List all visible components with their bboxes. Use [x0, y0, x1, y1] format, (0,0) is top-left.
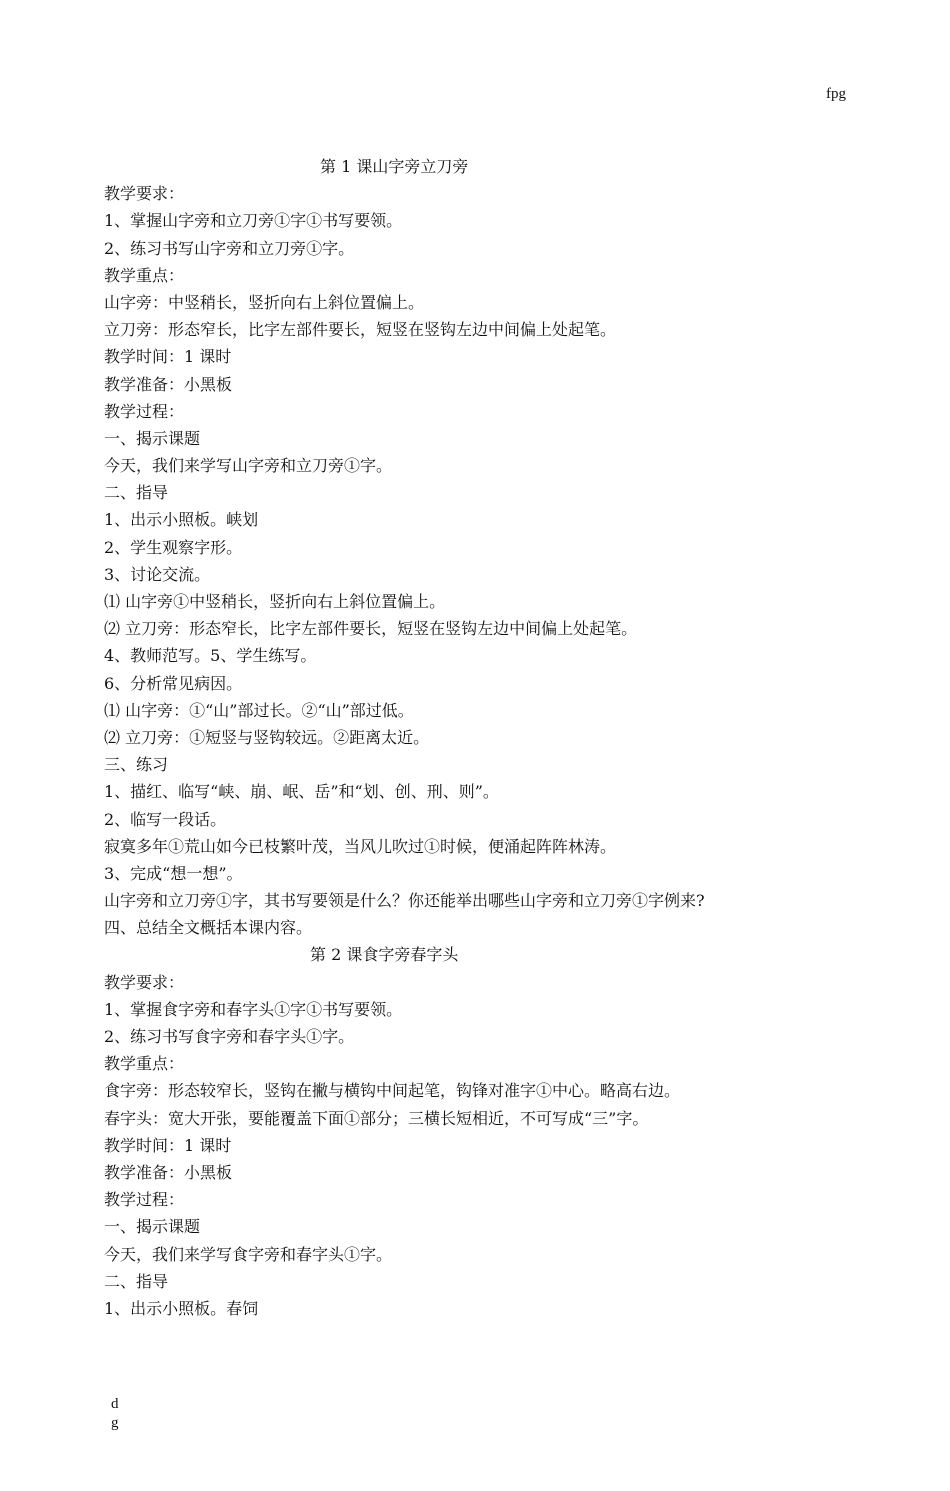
lesson-1-line: 2、临写一段话。	[104, 809, 227, 829]
lesson-1-line: 二、指导	[104, 483, 169, 503]
lesson-2-line: 春字头：宽大开张，要能覆盖下面①部分；三横长短相近，不可写成“三”字。	[104, 1108, 649, 1128]
lesson-2-line: 教学重点：	[104, 1054, 185, 1074]
page-header-mark: fpg	[826, 86, 846, 102]
lesson-1-line: 山字旁和立刀旁①字，其书写要领是什么？你还能举出哪些山字旁和立刀旁①字例来?	[104, 891, 705, 911]
lesson-2-line: 教学过程：	[104, 1190, 185, 1210]
lesson-2-line: 1、掌握食字旁和春字头①字①书写要领。	[104, 999, 403, 1019]
lesson-1-line: 1、出示小照板。峡划	[104, 510, 259, 530]
lesson-1-line: 4、教师范写。5、学生练写。	[104, 646, 317, 666]
lesson-1-line: 教学要求：	[104, 184, 185, 204]
lesson-1-line: 2、学生观察字形。	[104, 537, 243, 557]
lesson-2-line: 今天，我们来学写食字旁和春字头①字。	[104, 1244, 393, 1264]
lesson-2-line: 1、出示小照板。春饲	[104, 1298, 259, 1318]
lesson-1-line: 1、掌握山字旁和立刀旁①字①书写要领。	[104, 211, 403, 231]
lesson-1-line: 四、总结全文概括本课内容。	[104, 918, 313, 938]
lesson-1-line: 教学时间：1 课时	[104, 347, 232, 367]
lesson-1-line: 寂寞多年①荒山如今已枝繁叶茂，当风儿吹过①时候，便涌起阵阵林涛。	[104, 836, 617, 856]
page-footer-mark	[111, 1395, 119, 1433]
lesson-1-line: ⑵ 立刀旁：形态窄长，比字左部件要长，短竖在竖钩左边中间偏上处起笔。	[104, 619, 638, 639]
footer-line-2: g	[111, 1415, 119, 1431]
lesson-2-title: 第 2 课食字旁春字头	[310, 945, 459, 965]
lesson-2-line: 食字旁：形态较窄长，竖钩在撇与横钩中间起笔，钩锋对准字①中心。略高右边。	[104, 1081, 681, 1101]
lesson-1-line: 一、揭示课题	[104, 428, 201, 448]
lesson-1-line: 2、练习书写山字旁和立刀旁①字。	[104, 238, 355, 258]
footer-line-1: d	[111, 1396, 119, 1412]
lesson-1-line: 1、描红、临写“峡、崩、岷、岳”和“划、创、刑、则”。	[104, 782, 499, 802]
lesson-2-line: 教学要求：	[104, 972, 185, 992]
lesson-2-line: 一、揭示课题	[104, 1217, 201, 1237]
lesson-1-line: 山字旁：中竖稍长，竖折向右上斜位置偏上。	[104, 292, 425, 312]
lesson-1-line: 3、讨论交流。	[104, 564, 211, 584]
lesson-1-line: ⑵ 立刀旁：①短竖与竖钩较远。②距离太近。	[104, 727, 430, 747]
lesson-1-line: ⑴ 山字旁①中竖稍长，竖折向右上斜位置偏上。	[104, 592, 446, 611]
lesson-1-title: 第 1 课山字旁立刀旁	[320, 157, 469, 176]
lesson-1-line: 3、完成“想一想”。	[104, 863, 243, 883]
lesson-1-line: 6、分析常见病因。	[104, 673, 243, 693]
lesson-1-line: 三、练习	[104, 755, 169, 775]
lesson-1-line: 教学过程：	[104, 401, 185, 421]
lesson-2-line: 教学准备：小黑板	[104, 1162, 233, 1182]
lesson-2-line: 二、指导	[104, 1271, 169, 1291]
lesson-1-line: 教学准备：小黑板	[104, 374, 233, 394]
lesson-1-line: 立刀旁：形态窄长，比字左部件要长，短竖在竖钩左边中间偏上处起笔。	[104, 320, 617, 340]
document-body	[104, 153, 884, 1322]
lesson-2-line: 2、练习书写食字旁和春字头①字。	[104, 1027, 355, 1046]
lesson-1-line: 教学重点：	[104, 265, 185, 285]
lesson-1-line: 今天，我们来学写山字旁和立刀旁①字。	[104, 456, 393, 476]
lesson-2-line: 教学时间：1 课时	[104, 1135, 232, 1155]
lesson-1-line: ⑴ 山字旁：①“山”部过长。②“山”部过低。	[104, 700, 414, 720]
